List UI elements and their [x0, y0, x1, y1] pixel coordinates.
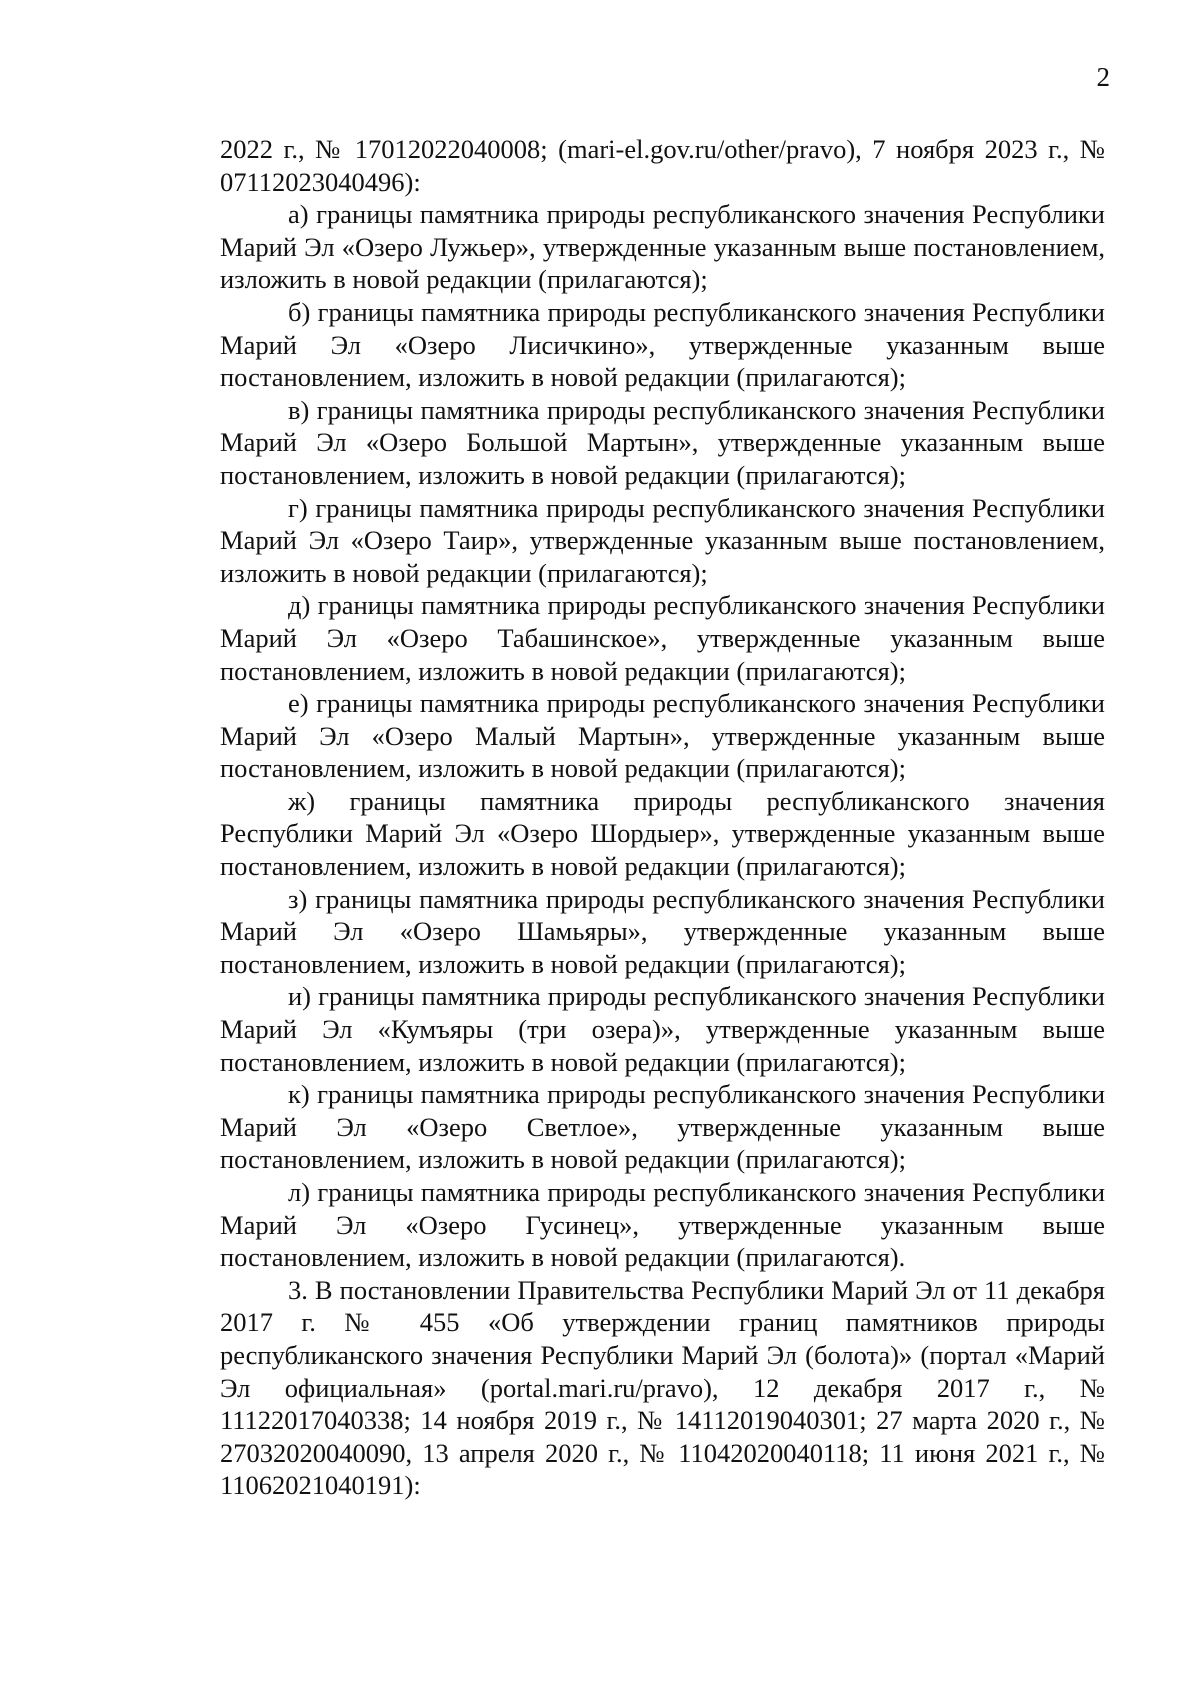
- paragraph-item-e: е) границы памятника природы республиканского значения Республики Марий Эл «Озеро Малый Мартын», утвержденные указанным выше постановлением, изложить в новой редакции (прилагаются);: [220, 688, 1105, 784]
- paragraph-item-a: а) границы памятника природы республиканского значения Республики Марий Эл «Озеро Лужьер», утвержденные указанным выше постановлением, изложить в новой редакции (прилагаются);: [220, 199, 1105, 295]
- paragraph-item-l: л) границы памятника природы республиканского значения Республики Марий Эл «Озеро Гусинец», утвержденные указанным выше постановлением, изложить в новой редакции (прилагаются).: [220, 1177, 1105, 1273]
- paragraph-item-k: к) границы памятника природы республиканского значения Республики Марий Эл «Озеро Светлое», утвержденные указанным выше постановлением, изложить в новой редакции (прилагаются);: [220, 1079, 1105, 1175]
- paragraph-section-3: 3. В постановлении Правительства Республики Марий Эл от 11 декабря 2017 г. № 455 «Об утверждении границ памятников природы республиканского значения Республики Марий Эл (болота)» (портал «Марий Эл официальная» (portal.mari.ru/pravo), 12 декабря 2017 г., № 11122017040338; 14 ноября 2019 г., № 14112019040301; 27 марта 2020 г., № 27032020040090, 13 апреля 2020 г., № 11042020040118; 11 июня 2021 г., № 11062021040191):: [220, 1274, 1105, 1501]
- paragraph-item-zh: ж) границы памятника природы республиканского значения Республики Марий Эл «Озеро Шордыер», утвержденные указанным выше постановлением, изложить в новой редакции (прилагаются);: [220, 785, 1105, 882]
- paragraph-item-v: в) границы памятника природы республиканского значения Республики Марий Эл «Озеро Большой Мартын», утвержденные указанным выше постановлением, изложить в новой редакции (прилагаются);: [220, 394, 1105, 490]
- paragraph-item-d: д) границы памятника природы республиканского значения Республики Марий Эл «Озеро Табашинское», утвержденные указанным выше постановлением, изложить в новой редакции (прилагаются);: [220, 590, 1105, 686]
- paragraph-continuation: 2022 г., № 17012022040008; (mari-el.gov.ru/other/pravo), 7 ноября 2023 г., № 07112023040496):: [220, 134, 1105, 197]
- document-body: [220, 133, 1105, 1502]
- page-number: 2: [1096, 62, 1110, 92]
- paragraph-item-z: з) границы памятника природы республиканского значения Республики Марий Эл «Озеро Шамьяры», утвержденные указанным выше постановлением, изложить в новой редакции (прилагаются);: [220, 883, 1105, 979]
- paragraph-item-g: г) границы памятника природы республиканского значения Республики Марий Эл «Озеро Таир», утвержденные указанным выше постановлением, изложить в новой редакции (прилагаются);: [220, 492, 1105, 588]
- paragraph-item-b: б) границы памятника природы республиканского значения Республики Марий Эл «Озеро Лисичкино», утвержденные указанным выше постановлением, изложить в новой редакции (прилагаются);: [220, 296, 1105, 393]
- paragraph-item-i: и) границы памятника природы республиканского значения Республики Марий Эл «Кумъяры (три озера)», утвержденные указанным выше постановлением, изложить в новой редакции (прилагаются);: [220, 981, 1105, 1077]
